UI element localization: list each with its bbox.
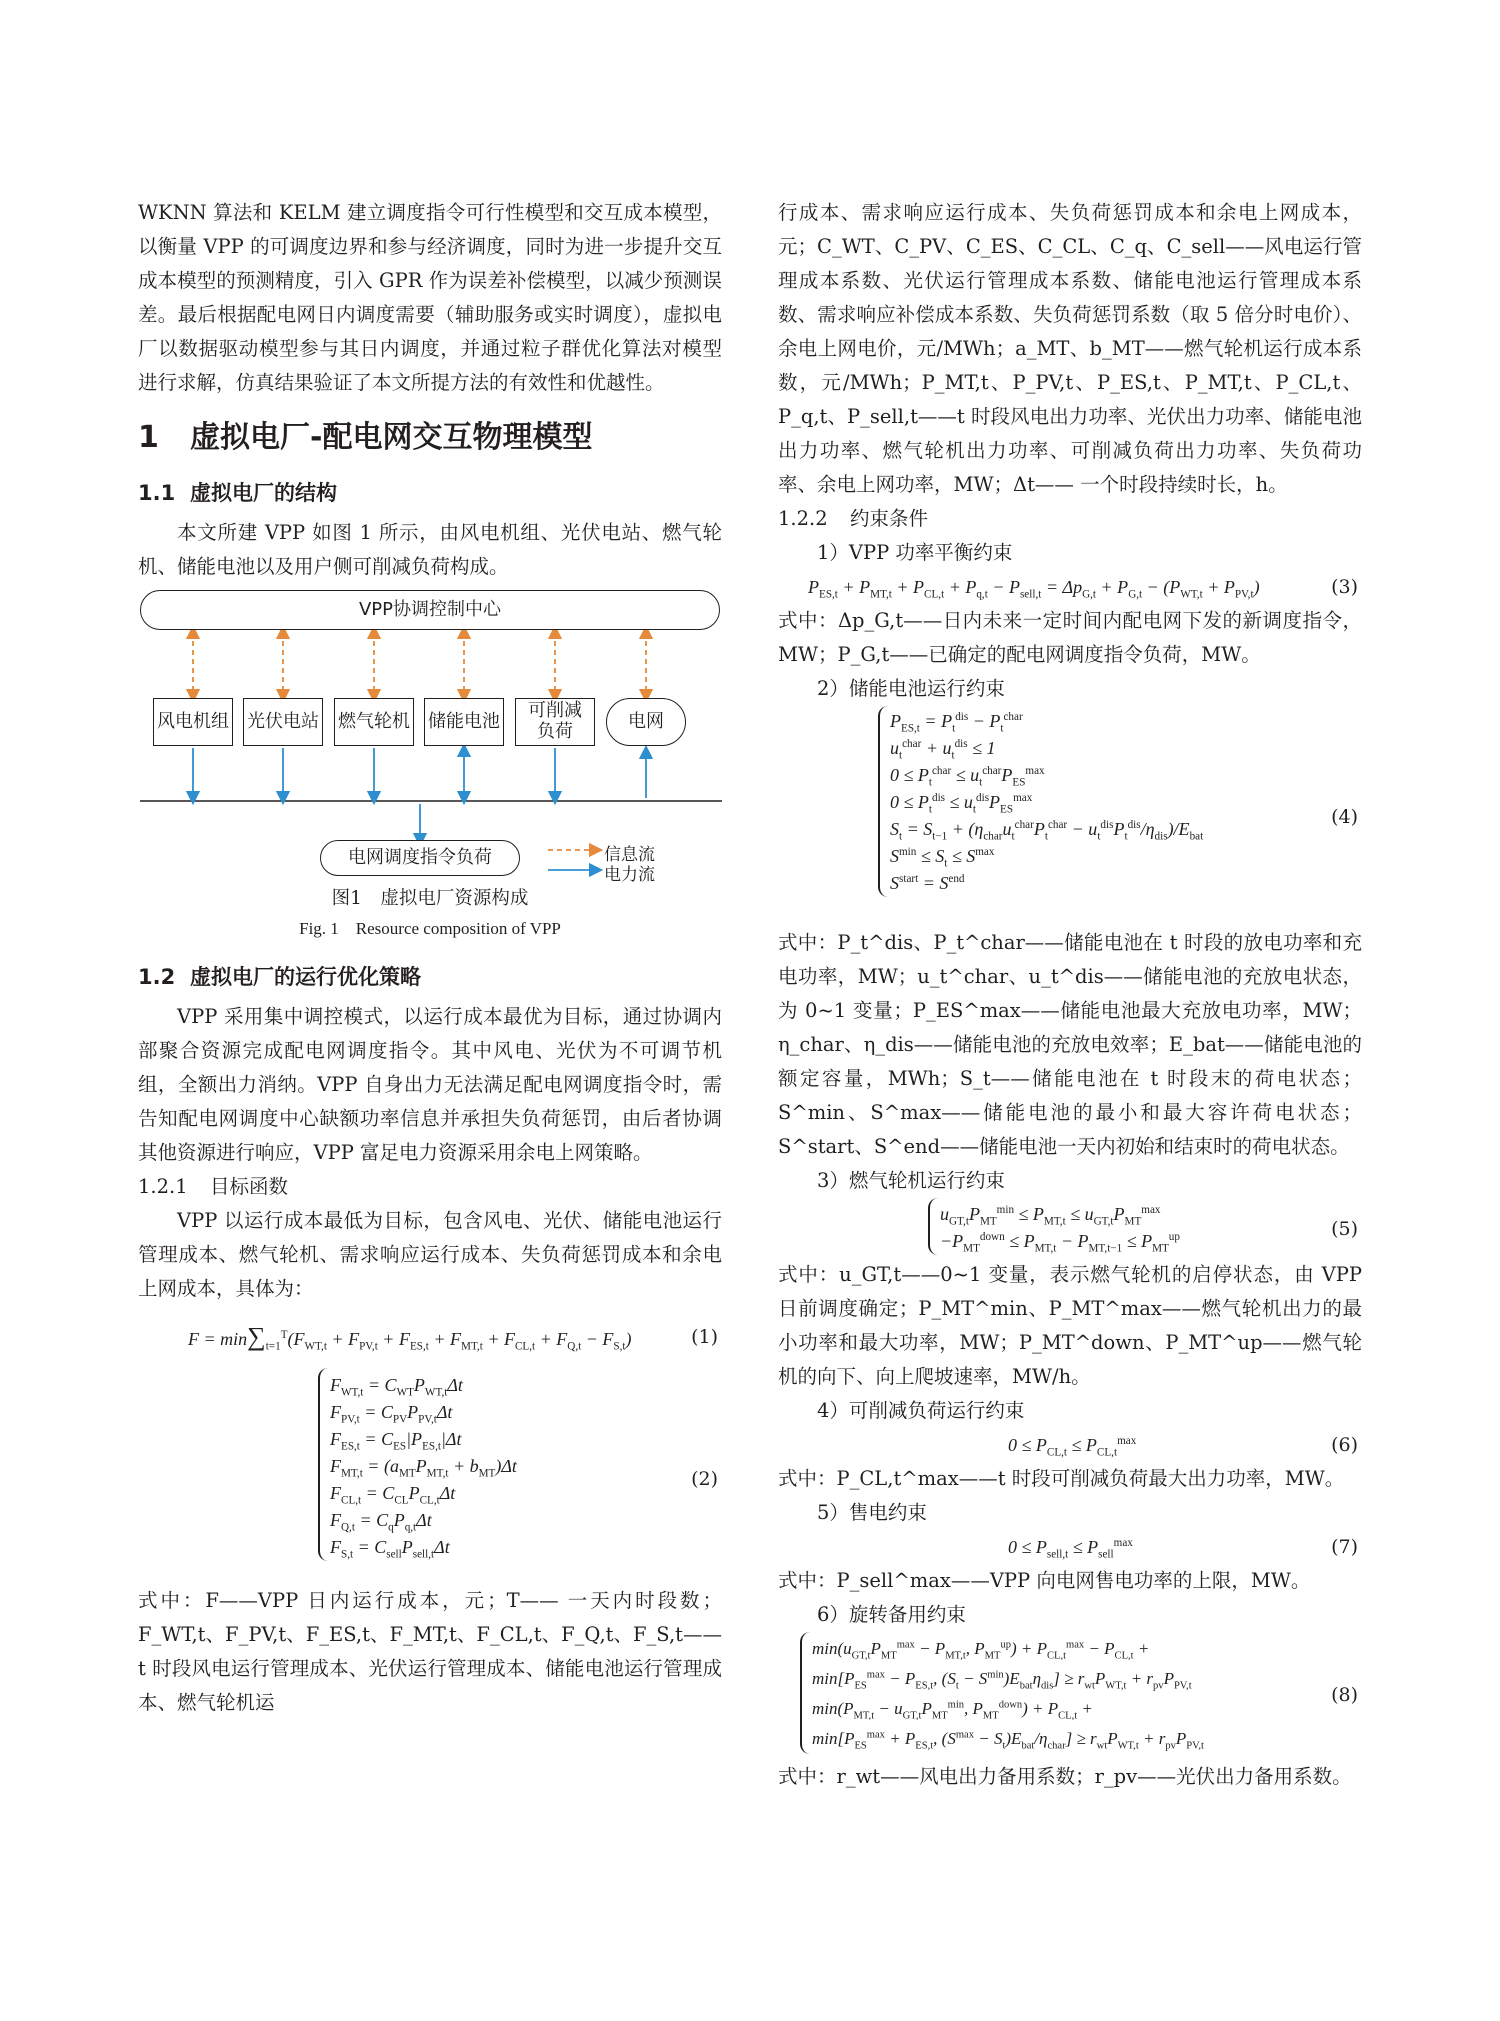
constraint-5-heading: 5）售电约束 [817, 1501, 927, 1524]
equation-6: $0 \le P_{CL,t} \le P_{CL,t}^{max}$ (6) [778, 1428, 1362, 1462]
power-flow-arrows [193, 748, 646, 840]
constraint-4-heading: 4）可削减负荷运行约束 [817, 1399, 1025, 1422]
legend-power-flow: 电力流 [604, 865, 655, 885]
constraint-1-where: 式中：Δp_G,t——日内未来一定时间内配电网下发的新调度指令，MW；P_G,t——已确定的配电网调度指令负荷，MW。 [778, 609, 1362, 666]
subsection-number: 1.1 [138, 481, 176, 505]
right-column [778, 196, 1362, 1794]
subsection-number: 1.2 [138, 965, 176, 989]
subsection-number: 1.2.1 [138, 1175, 188, 1198]
unit-box-wind: 风电机组 [153, 698, 233, 746]
equation-number: (7) [1331, 1536, 1358, 1558]
subsection-1-2-heading [138, 960, 722, 994]
equation-7: $0 \le P_{sell,t} \le P_{sell}^{max}$ (7) [778, 1530, 1362, 1564]
constraint-1-heading: 1）VPP 功率平衡约束 [817, 541, 1013, 564]
unit-box-storage: 储能电池 [424, 698, 504, 746]
equation-8: $\min(u_{GT,t}P_{MT}^{max} - P_{MT,t}$, $P_{MT}^{up}) + P_{CL,t}^{max} - P_{CL,t}$ + $\min[P_{ES}^{max} - P_{ES,t}$, $(S_t - S^{min})E_{bat}\eta_{dis}] \ge r_{wt}P_{WT,t} + r_{pv}P_{PV,t}$ $\min(P_{MT,t} - u_{GT,t}P_{MT}^{min}$, $P_{MT}^{down}) + P_{CL,t}$ + $\min[P_{ES}^{max} + P_{ES,t}$, $(S^{max} - S_t)E_{bat}/\eta_{char}] \ge r_{wt}P_{WT,t} + r_{pv}P_{PV,t}$ (8) [778, 1632, 1362, 1760]
equation-2: $F_{WT,t} = C_{WT}P_{WT,t}\Delta t$ $F_{PV,t} = C_{PV}P_{PV,t}\Delta t$ $F_{ES,t} = C_{ES}|P_{ES,t}|\Delta t$ $F_{MT,t} = (a_{MT}P_{MT,t} + b_{MT})\Delta t$ $F_{CL,t} = C_{CL}P_{CL,t}\Delta t$ $F_{Q,t} = C_qP_{q,t}\Delta t$ $F_{S,t} = C_{sell}P_{sell,t}\Delta t$ (2) [138, 1368, 722, 1584]
unit-box-grid: 电网 [606, 698, 686, 746]
equation-3: $P_{ES,t} + P_{MT,t} + P_{CL,t} + P_{q,t} - P_{sell,t} = \Delta p_{G,t} + P_{G,t} - (P_{WT,t} + P_{PV,t})$ (3) [778, 570, 1362, 604]
subsection-1-2-2-heading [778, 502, 1362, 536]
unit-box-pv: 光伏电站 [243, 698, 323, 746]
equation-number: (3) [1331, 576, 1358, 598]
subsection-title: 虚拟电厂的运行优化策略 [190, 965, 421, 989]
intro-paragraph: WKNN 算法和 KELM 建立调度指令可行性模型和交互成本模型，以衡量 VPP 的可调度边界和参与经济调度，同时为进一步提升交互成本模型的预测精度，引入 GPR 作为误差补偿模型，以减少预测误差。最后根据配电网日内调度需要（辅助服务或实时调度），虚拟电厂以数据驱动模型参与其日内调度，并通过粒子群优化算法对模型进行求解，仿真结果验证了本文所提方法的有效性和优越性。 [138, 201, 722, 394]
equation-number: (2) [691, 1468, 718, 1490]
unit-box-gas-turbine: 燃气轮机 [334, 698, 414, 746]
subsection-title: 目标函数 [210, 1175, 289, 1198]
equation-1: $F = \min\sum_{t=1}^T(F_{WT,t} + F_{PV,t} + F_{ES,t} + F_{MT,t} + F_{CL,t} + F_{Q,t} - F_{S,t})$ (1) [188, 1322, 718, 1353]
subsection-1-2-1-heading [138, 1170, 722, 1204]
figure-1-caption: 图1 虚拟电厂资源构成 [331, 888, 529, 909]
constraint-4-where: 式中：P_CL,t^max——t 时段可削减负荷最大出力功率，MW。 [778, 1467, 1345, 1490]
equation-5: $u_{GT,t}P_{MT}^{min} \le P_{MT,t} \le u_{GT,t}P_{MT}^{max}$ $-P_{MT}^{down} \le P_{MT,t} - P_{MT,t-1} \le P_{MT}^{up}$ (5) [778, 1198, 1362, 1258]
subsection-1-1-heading [138, 476, 722, 510]
legend-info-flow: 信息流 [604, 845, 655, 865]
subsection-title: 虚拟电厂的结构 [190, 481, 337, 505]
vpp-control-center-box: VPP协调控制中心 [140, 590, 720, 630]
subsection-title: 约束条件 [850, 507, 929, 530]
constraint-2-where: 式中：P_t^dis、P_t^char——储能电池在 t 时段的放电功率和充电功率，MW；u_t^char、u_t^dis——储能电池的充放电状态，为 0~1 变量；P_ES^max——储能电池最大充放电功率，MW；η_char、η_dis——储能电池的充放电效率；E_bat——储能电池的额定容量，MWh；S_t——储能电池在 t 时段末的荷电状态；S^min、S^max——储能电池的最小和最大容许荷电状态；S^start、S^end——储能电池一天内初始和结束时的荷电状态。 [778, 931, 1362, 1158]
left-column [138, 196, 722, 1720]
strategy-paragraph: VPP 采用集中调控模式，以运行成本最优为目标，通过协调内部聚合资源完成配电网调度指令。其中风电、光伏为不可调节机组，全额出力消纳。VPP 自身出力无法满足配电网调度指令时，需告知配电网调度中心缺额功率信息并承担失负荷惩罚，由后者协调其他资源进行响应，VPP 富足电力资源采用余电上网策略。 [138, 1005, 722, 1164]
figure-1-diagram [138, 588, 722, 885]
objective-where-paragraph: 式中：F——VPP 日内运行成本，元；T—— 一天内时段数；F_WT,t、F_PV,t、F_ES,t、F_MT,t、F_CL,t、F_Q,t、F_S,t——t 时段风电运行管理成本、光伏运行管理成本、储能电池运行管理成本、燃气轮机运 [138, 1589, 722, 1714]
equation-4: $P_{ES,t} = P_t^{dis} - P_t^{char}$ $u_t^{char} + u_t^{dis} \le 1$ $0 \le P_t^{char} \le u_t^{char}P_{ES}^{max}$ $0 \le P_t^{dis} \le u_t^{dis}P_{ES}^{max}$ $S_t = S_{t-1} + (\eta_{char}u_t^{char}P_t^{char} - u_t^{dis}P_t^{dis}/\eta_{dis})/E_{bat}$ $S^{min} \le S_t \le S^{max}$ $S^{start} = S^{end}$ (4) [778, 706, 1362, 926]
equation-number: (5) [1331, 1218, 1358, 1240]
constraint-6-heading: 6）旋转备用约束 [817, 1603, 966, 1626]
constraint-3-where: 式中：u_GT,t——0~1 变量，表示燃气轮机的启停状态，由 VPP 日前调度确定；P_MT^min、P_MT^max——燃气轮机出力的最小功率和最大功率，MW；P_MT^down、P_MT^up——燃气轮机的向下、向上爬坡速率，MW/h。 [778, 1263, 1362, 1388]
equation-number: (6) [1331, 1434, 1358, 1456]
equation-number: (1) [691, 1326, 718, 1348]
dispatch-load-box: 电网调度指令负荷 [320, 840, 520, 876]
subsection-number: 1.2.2 [778, 507, 828, 530]
equation-number: (8) [1331, 1684, 1358, 1706]
constraint-2-heading: 2）储能电池运行约束 [817, 677, 1005, 700]
structure-paragraph: 本文所建 VPP 如图 1 所示，由风电机组、光伏电站、燃气轮机、储能电池以及用户侧可削减负荷构成。 [138, 521, 722, 578]
section-title: 虚拟电厂-配电网交互物理模型 [190, 420, 593, 455]
constraint-3-heading: 3）燃气轮机运行约束 [817, 1169, 1005, 1192]
constraint-6-where: 式中：r_wt——风电出力备用系数；r_pv——光伏出力备用系数。 [778, 1765, 1352, 1788]
objective-paragraph: VPP 以运行成本最低为目标，包含风电、光伏、储能电池运行管理成本、燃气轮机、需求响应运行成本、失负荷惩罚成本和余电上网成本，具体为： [138, 1209, 722, 1300]
section-number: 1 [138, 420, 159, 455]
figure-1-caption-en: Fig. 1 Resource composition of VPP [299, 919, 561, 938]
objective-where-continued: 行成本、需求响应运行成本、失负荷惩罚成本和余电上网成本，元；C_WT、C_PV、C_ES、C_CL、C_q、C_sell——风电运行管理成本系数、光伏运行管理成本系数、储能电池运行管理成本系数、需求响应补偿成本系数、失负荷惩罚系数（取 5 倍分时电价）、余电上网电价，元/MWh；a_MT、b_MT——燃气轮机运行成本系数，元/MWh；P_MT,t、P_PV,t、P_ES,t、P_MT,t、P_CL,t、P_q,t、P_sell,t——t 时段风电出力功率、光伏出力功率、储能电池出力功率、燃气轮机出力功率、可削减负荷出力功率、失负荷功率、余电上网功率，MW；Δt—— 一个时段持续时长，h。 [778, 201, 1362, 496]
unit-box-curtailable-load: 可削减负荷 [515, 698, 595, 746]
equation-number: (4) [1331, 806, 1358, 828]
section-1-heading [138, 418, 722, 458]
info-flow-arrows [193, 632, 646, 696]
constraint-5-where: 式中：P_sell^max——VPP 向电网售电功率的上限，MW。 [778, 1569, 1311, 1592]
